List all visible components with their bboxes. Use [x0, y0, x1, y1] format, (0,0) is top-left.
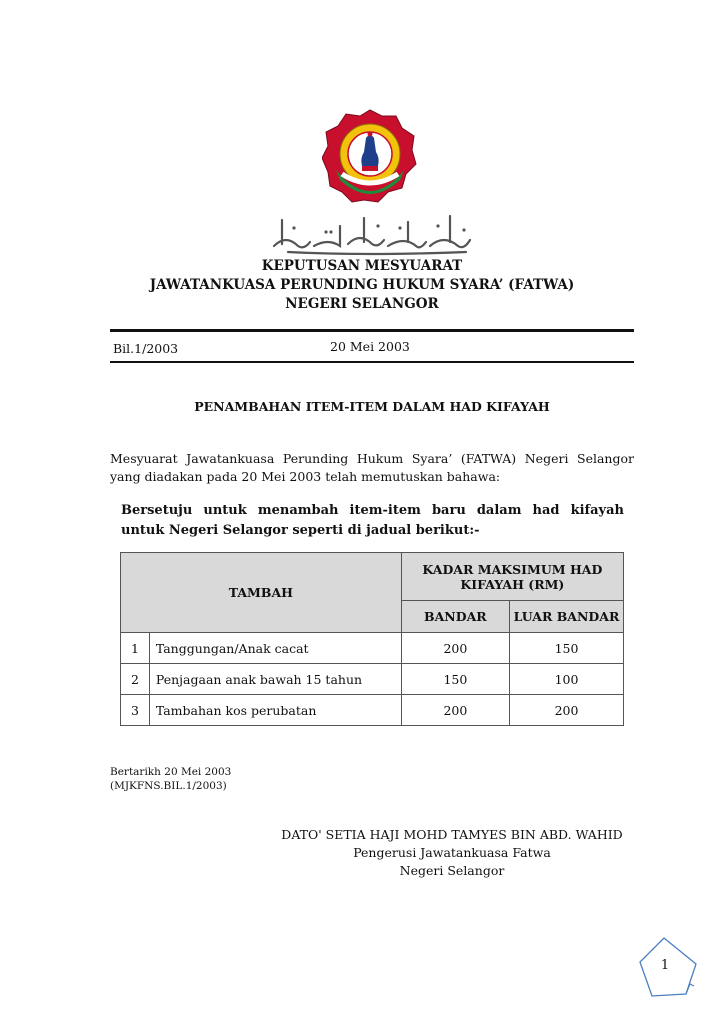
header-bandar: BANDAR: [401, 601, 509, 633]
title-line-1: KEPUTUSAN MESYUARAT: [261, 258, 463, 274]
intro-paragraph: Mesyuarat Jawatankuasa Perunding Hukum Syara’ (FATWA) Negeri Selangor yang diadakan pada 20 Mei 2003 telah memutuskan bahawa:: [110, 451, 634, 484]
kifayah-table: [120, 552, 624, 726]
header-luar-bandar: LUAR BANDAR: [510, 601, 624, 633]
dated-note: Bertarikh 20 Mei 2003: [110, 766, 232, 778]
header-kadar: KADAR MAKSIMUM HAD KIFAYAH (RM): [401, 553, 623, 601]
table-row: [121, 633, 624, 664]
title-line-2: JAWATANKUASA PERUNDING HUKUM SYARA’ (FATWA): [149, 277, 575, 293]
row-bandar: 200: [401, 633, 509, 664]
row-luar-bandar: 200: [510, 695, 624, 726]
title-line-3: NEGERI SELANGOR: [285, 296, 439, 312]
row-luar-bandar: 150: [510, 633, 624, 664]
signatory-name: DATO' SETIA HAJI MOHD TAMYES BIN ABD. WAHID: [281, 827, 623, 842]
row-no: 2: [121, 664, 150, 695]
signatory-position: Pengerusi Jawatankuasa Fatwa: [353, 845, 551, 860]
state-crest-icon: [322, 108, 418, 204]
bottom-rule: [110, 361, 634, 363]
subject-heading: PENAMBAHAN ITEM-ITEM DALAM HAD KIFAYAH: [194, 399, 550, 414]
row-bandar: 200: [401, 695, 509, 726]
row-no: 3: [121, 695, 150, 726]
table-row: [121, 695, 624, 726]
row-item: Tanggungan/Anak cacat: [149, 633, 401, 664]
meeting-date: 20 Mei 2003: [330, 339, 410, 354]
jawi-calligraphy-icon: [268, 212, 476, 256]
resolution-paragraph: Bersetuju untuk menambah item-item baru dalam had kifayah untuk Negeri Selangor seperti di jadual berikut:-: [121, 503, 624, 538]
top-rule: [110, 329, 634, 332]
row-item: Penjagaan anak bawah 15 tahun: [149, 664, 401, 695]
page-number: 1: [660, 958, 670, 973]
signatory-state: Negeri Selangor: [399, 863, 505, 878]
table-row: [121, 664, 624, 695]
row-no: 1: [121, 633, 150, 664]
bil-number: Bil.1/2003: [113, 341, 179, 356]
header-tambah: TAMBAH: [121, 553, 402, 633]
row-item: Tambahan kos perubatan: [149, 695, 401, 726]
reference-note: (MJKFNS.BIL.1/2003): [110, 780, 227, 792]
row-luar-bandar: 100: [510, 664, 624, 695]
row-bandar: 150: [401, 664, 509, 695]
